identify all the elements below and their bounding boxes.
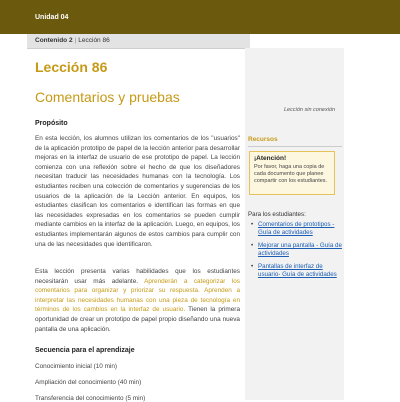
offline-lesson-link[interactable]: Lección sin conexión (284, 107, 336, 113)
list-item (248, 221, 343, 237)
top-header-bar (0, 0, 400, 34)
page-title: Lección 86 (35, 59, 108, 75)
resource-link-improve-screen[interactable]: Mejorar una pantalla - Guía de actividades (258, 242, 342, 257)
purpose-p2-highlight-2: Aprenden a interpretar las necesidades humanas con una pieza de tecnología en términos de los cambios en la interfaz de usuario. (35, 287, 240, 314)
student-resources-list (248, 221, 343, 284)
list-item (248, 242, 343, 258)
attention-callout (249, 151, 335, 195)
page-subtitle: Comentarios y pruebas (35, 89, 180, 105)
unit-label: Unidad 04 (35, 14, 69, 21)
breadcrumb-content[interactable]: Contenido 2 (35, 37, 73, 44)
bullet-icon: • (251, 242, 254, 249)
breadcrumb-lesson: Lección 86 (78, 37, 110, 44)
resources-heading: Recursos (248, 136, 278, 143)
sequence-item: Ampliación del conocimiento (40 min) (35, 379, 142, 386)
breadcrumb-text (35, 37, 110, 44)
bullet-icon: • (251, 263, 254, 270)
breadcrumb (27, 34, 250, 49)
students-label: Para los estudiantes: (248, 211, 306, 218)
purpose-paragraph-2 (35, 267, 240, 334)
breadcrumb-separator: | (74, 37, 77, 44)
sequence-item: Transferencia del conocimiento (5 min) (35, 395, 146, 402)
purpose-heading: Propósito (35, 120, 68, 127)
bullet-icon: • (251, 221, 254, 228)
resource-link-prototype-feedback[interactable]: Comentarios de prototipos - Guía de actividades (258, 221, 335, 236)
purpose-paragraph-1: En esta lección, los alumnos utilizan los comentarios de los "usuarios" de la aplicación prototipo de papel de la lección anterior para desarrollar mejoras en la interfaz de usuario de ese prototipo de papel. La lección comienza con una reflexión sobre el hecho de que los diseñadores necesitan traducir las necesidades humanas con la tecnología. Los estudiantes reciben una colección de comentarios y sugerencias de los usuarios de la aplicación de la Lección anterior. En equipos, los estudiantes clasifican los comentarios e identifican las formas en que las necesidades expresadas en los comentarios se pueden cumplir mediante cambios en la interfaz de la aplicación. Luego, en equipos, los estudiantes implementarán algunos de estos cambios para cumplir con una de las necesidades que identificaron. (35, 135, 240, 248)
purpose-p2-end: Tienen la primera oportunidad de crear un prototipo de papel propio diseñando una nueva pantalla de una aplicación. (35, 306, 240, 333)
purpose-p2-start: Esta lección presenta varias habilidades que los estudiantes necesitarán usar más adelante. (35, 268, 240, 285)
attention-title: ¡Atención! (254, 155, 287, 162)
sequence-heading: Secuencia para el aprendizaje (35, 347, 135, 354)
resource-link-ui-screens[interactable]: Pantallas de interfaz de usuario- Guía de actividades (258, 263, 337, 278)
sequence-item: Conocimiento inicial (10 min) (35, 363, 118, 370)
attention-body: Por favor, haga una copia de cada documento que planee compartir con los estudiantes. (254, 164, 328, 184)
list-item (248, 263, 343, 279)
purpose-p2-highlight-1: Aprenderán a categorizar los comentarios para organizar y priorizar su respuesta. (35, 277, 241, 295)
resources-divider (248, 146, 342, 147)
